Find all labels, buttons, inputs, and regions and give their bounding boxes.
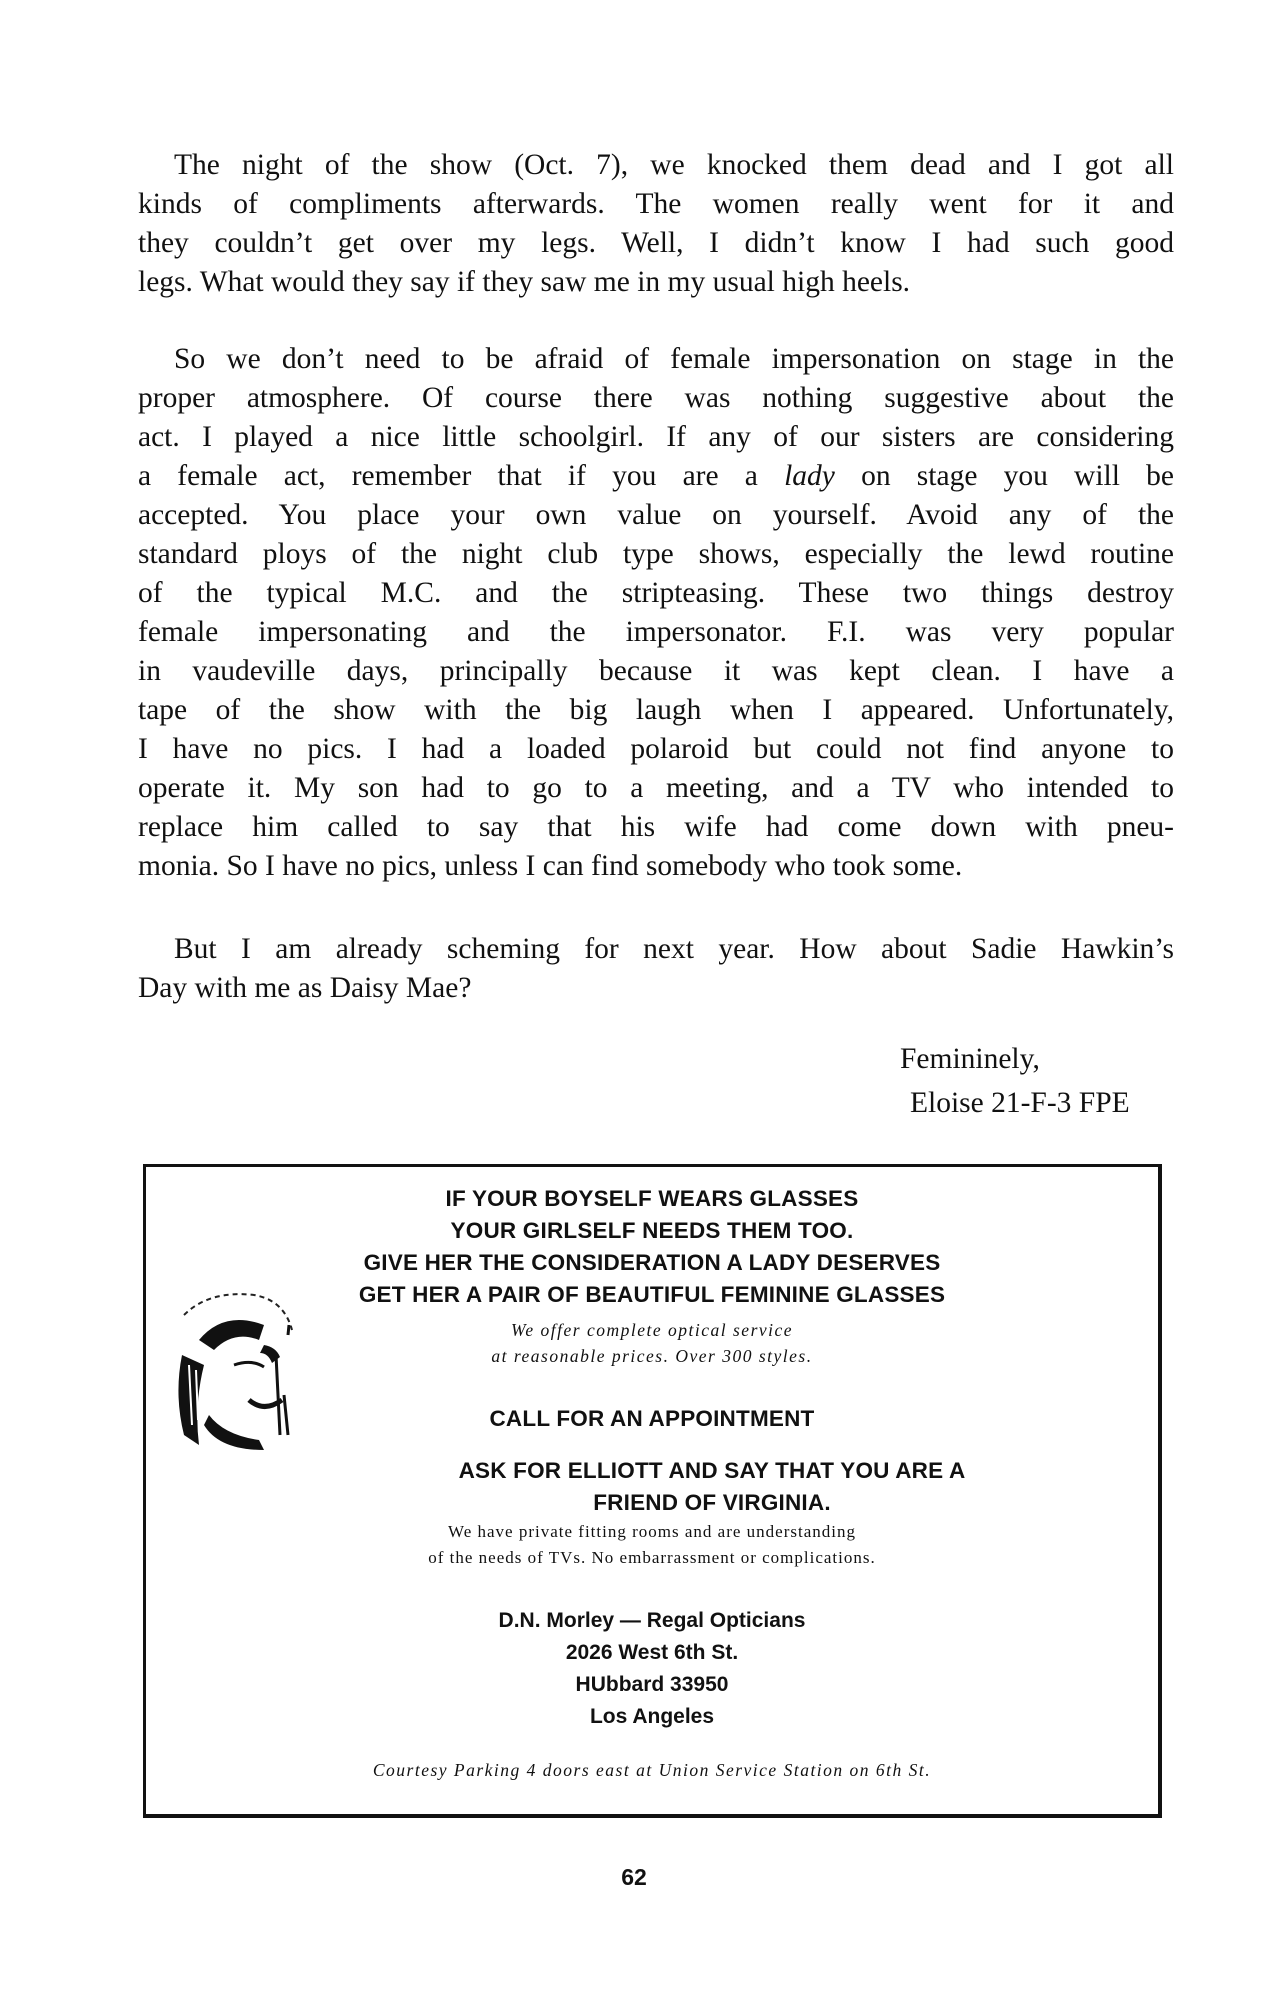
letter-paragraph-2 — [138, 340, 1174, 886]
text-line: of the typical M.C. and the stripteasing. These two things destroy — [138, 577, 1174, 609]
ad-call-to-action: CALL FOR AN APPOINTMENT — [489, 1406, 815, 1431]
letter-paragraph-3 — [138, 930, 1174, 1008]
ad-headline-line: YOUR GIRLSELF NEEDS THEM TOO. — [450, 1218, 854, 1243]
text-line — [138, 457, 1174, 496]
text-line: But I am already scheming for next year. How about Sadie Hawkin’s — [174, 933, 1174, 965]
text-segment: on stage you will be — [861, 460, 1174, 492]
text-line: kinds of compliments afterwards. The women really went for it and — [138, 188, 1174, 220]
letter-closing: Femininely, — [900, 1043, 1040, 1075]
text-line: in vaudeville days, principally because it was kept clean. I have a — [138, 655, 1174, 687]
text-line: they couldn’t get over my legs. Well, I didn’t know I had such good — [138, 227, 1174, 259]
text-line: operate it. My son had to go to a meeting, and a TV who intended to — [138, 772, 1174, 804]
emphasis-word: lady — [784, 460, 835, 492]
ad-private-text — [146, 1519, 1158, 1571]
letter-paragraph-1 — [138, 146, 1174, 302]
text-segment: a female act, remember that if you are a — [138, 460, 758, 492]
ad-service-text — [146, 1317, 1158, 1369]
ad-business-city: Los Angeles — [589, 1705, 715, 1728]
ad-headline-line: GIVE HER THE CONSIDERATION A LADY DESERVES — [363, 1250, 941, 1275]
text-line: I have no pics. I had a loaded polaroid but could not find anyone to — [138, 733, 1174, 765]
text-line: act. I played a nice little schoolgirl. If any of our sisters are considering — [138, 421, 1174, 453]
ad-service-line: at reasonable prices. Over 300 styles. — [491, 1346, 813, 1366]
text-line: replace him called to say that his wife had come down with pneu- — [138, 811, 1174, 843]
text-line: monia. So I have no pics, unless I can find somebody who took some. — [138, 850, 963, 882]
text-line: So we don’t need to be afraid of female impersonation on stage in the — [174, 343, 1174, 375]
ad-parking-note: Courtesy Parking 4 doors east at Union Service Station on 6th St. — [372, 1760, 932, 1780]
ad-headline-line: IF YOUR BOYSELF WEARS GLASSES — [445, 1186, 859, 1211]
ad-business-phone: HUbbard 33950 — [575, 1673, 729, 1696]
optician-advertisement — [143, 1164, 1162, 1818]
ad-business-name: D.N. Morley — Regal Opticians — [498, 1609, 806, 1632]
text-line: standard ploys of the night club type shows, especially the lewd routine — [138, 538, 1174, 570]
page-number: 62 — [621, 1864, 647, 1890]
text-line: The night of the show (Oct. 7), we knocked them dead and I got all — [174, 149, 1174, 181]
ad-business-address: 2026 West 6th St. — [565, 1641, 739, 1664]
text-line: Day with me as Daisy Mae? — [138, 972, 472, 1004]
text-line: accepted. You place your own value on yourself. Avoid any of the — [138, 499, 1174, 531]
letter-signature: Eloise 21-F-3 FPE — [910, 1087, 1130, 1119]
text-line: tape of the show with the big laugh when I appeared. Unfortunately, — [138, 694, 1174, 726]
ad-business-info — [146, 1605, 1158, 1733]
ad-ask-text — [146, 1455, 1158, 1519]
ad-service-line: We offer complete optical service — [510, 1320, 794, 1340]
text-line: proper atmosphere. Of course there was nothing suggestive about the — [138, 382, 1174, 414]
ad-private-line: of the needs of TVs. No embarrassment or complications. — [428, 1548, 876, 1567]
ad-headline-line: GET HER A PAIR OF BEAUTIFUL FEMININE GLASSES — [358, 1282, 946, 1307]
ad-ask-line: FRIEND OF VIRGINIA. — [593, 1490, 831, 1515]
text-line: female impersonating and the impersonator. F.I. was very popular — [138, 616, 1174, 648]
ad-ask-line: ASK FOR ELLIOTT AND SAY THAT YOU ARE A — [458, 1458, 966, 1483]
text-line: legs. What would they say if they saw me in my usual high heels. — [138, 266, 911, 298]
ad-private-line: We have private fitting rooms and are understanding — [448, 1522, 856, 1541]
